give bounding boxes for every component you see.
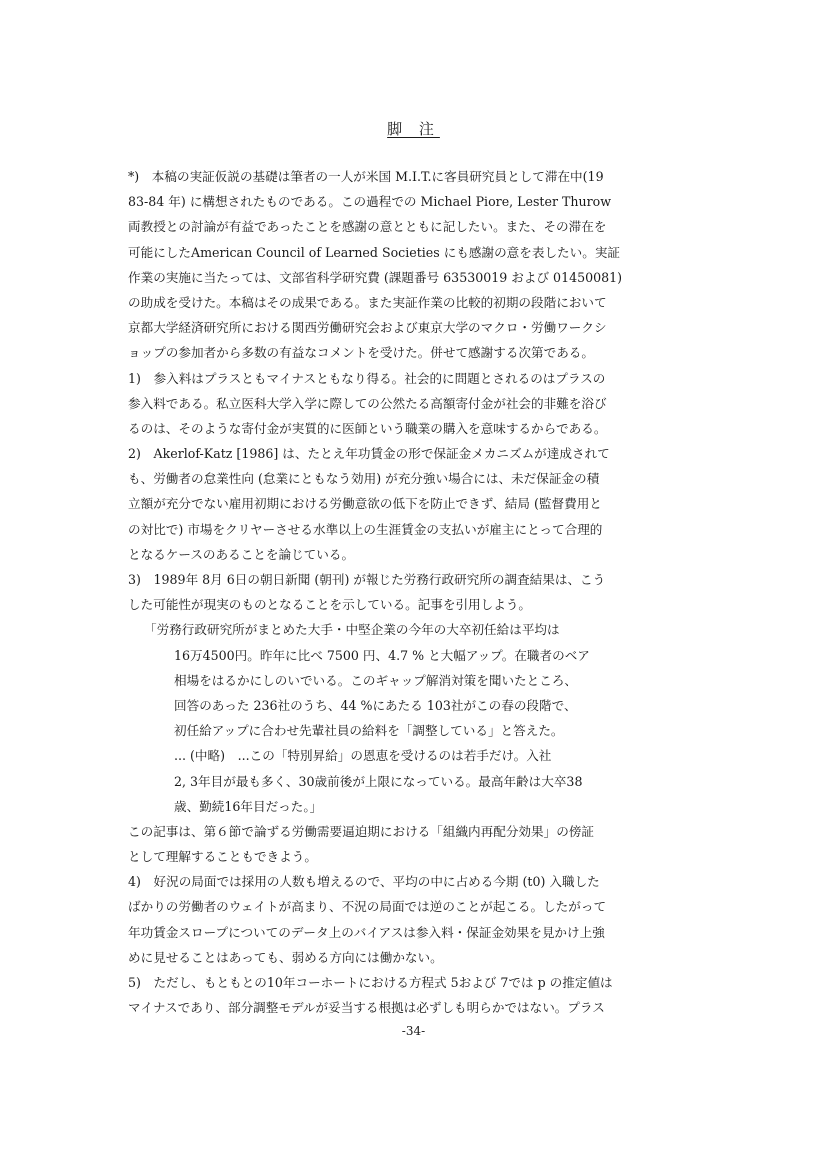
- text-line: るのは、そのような寄付金が実質的に医師という職業の購入を意味するからである。: [128, 420, 607, 436]
- text-line: 4) 好況の局面では採用の人数も増えるので、平均の中に占める今期 (t0) 入職した: [128, 874, 600, 890]
- footnote-1: [128, 366, 718, 442]
- text-line: 作業の実施に当たっては、文部省科学研究費 (課題番号 63530019 および 01450081): [128, 269, 623, 285]
- text-line: の対比で) 市場をクリヤーさせる水準以上の生涯賃金の支払いが雇主にとって合理的: [128, 521, 603, 537]
- footnote-3: [128, 567, 718, 869]
- text-line: 5) ただし、もともとの10年コーホートにおける方程式 5および 7では p の推定値は: [128, 975, 613, 990]
- quote-line: 回答のあった 236社のうち、44 %にあたる 103社がこの春の段階で、: [174, 697, 577, 713]
- text-line: 3) 1989年 8月 6日の朝日新聞 (朝刊) が報じた労務行政研究所の調査結果は、こう: [128, 572, 606, 587]
- text-line: マイナスであり、部分調整モデルが妥当する根拠は必ずしも明らかではない。プラス: [128, 1000, 605, 1016]
- quote-line: 相場をはるかにしのいでいる。このギャップ解消対策を聞いたところ、: [174, 672, 577, 688]
- text-line: *) 本稿の実証仮説の基礎は筆者の一人が米国 M.I.T.に客員研究員として滞在中(19: [128, 169, 604, 184]
- text-line: 両教授との討論が有益であったことを感謝の意とともに記したい。また、その滞在を: [128, 219, 607, 235]
- quote-line: 初任給アップに合わせ先輩社員の給料を「調整している」と答えた。: [174, 723, 564, 739]
- text-line: 京都大学経済研究所における関西労働研究会および東京大学のマクロ・労働ワークシ: [128, 320, 607, 336]
- page-number: -34-: [401, 1024, 426, 1038]
- footnote-4: [128, 869, 718, 970]
- quote-line: 歳、勤続16年目だった。」: [174, 798, 323, 814]
- text-line: 可能にしたAmerican Council of Learned Societies にも感謝の意を表したい。実証: [128, 244, 621, 260]
- newspaper-quote: [128, 617, 718, 819]
- text-line: 立額が充分でない雇用初期における労働意欲の低下を防止できず、結局 (監督費用と: [128, 496, 602, 512]
- footnote-5: [128, 970, 718, 1020]
- text-line: となるケースのあることを論じている。: [128, 546, 355, 562]
- page-title: 脚 注: [387, 120, 440, 138]
- text-line: 年功賃金スロープについてのデータ上のバイアスは参入料・保証金効果を見かけ上強: [128, 924, 605, 940]
- text-line: ョップの参加者から多数の有益なコメントを受けた。併せて感謝する次第である。: [128, 345, 594, 361]
- text-line: ばかりの労働者のウェイトが高まり、不況の局面では逆のことが起こる。したがって: [128, 899, 607, 915]
- quote-line: 2, 3年目が最も多く、30歳前後が上限になっている。最高年齢は大卒38: [174, 773, 583, 789]
- text-line: 83-84 年) に構想されたものである。この過程での Michael Piore, Lester Thurow: [128, 194, 611, 210]
- quote-line: 「労務行政研究所がまとめた大手・中堅企業の今年の大卒初任給は平均は: [144, 622, 560, 638]
- text-line: この記事は、第６節で論ずる労働需要逼迫期における「組織内再配分効果」の傍証: [128, 823, 594, 839]
- text-line: 参入料である。私立医科大学入学に際しての公然たる高額寄付金が社会的非難を浴び: [128, 395, 607, 411]
- text-line: として理解することもできよう。: [128, 849, 317, 865]
- text-line: めに見せることはあっても、弱める方向には働かない。: [128, 949, 443, 965]
- footnote-2: [128, 441, 718, 567]
- text-line: 2) Akerlof-Katz [1986] は、たとえ年功賃金の形で保証金メカニズムが達成されて: [128, 446, 610, 462]
- footnote-acknowledgement: [128, 164, 718, 366]
- quote-line: 16万4500円。昨年に比べ 7500 円、4.7 % と大幅アップ。在職者のベア: [174, 647, 590, 663]
- quote-line: ... (中略) ...この「特別昇給」の恩恵を受けるのは若手だけ。入社: [174, 748, 552, 764]
- text-line: も、労働者の怠業性向 (怠業にともなう効用) が充分強い場合には、未だ保証金の積: [128, 471, 600, 487]
- text-line: の助成を受けた。本稿はその成果である。また実証作業の比較的初期の段階において: [128, 294, 607, 310]
- text-line: 1) 参入料はプラスともマイナスともなり得る。社会的に問題とされるのはプラスの: [128, 370, 606, 386]
- footnotes-body: [128, 164, 718, 1020]
- text-line: した可能性が現実のものとなることを示している。記事を引用しよう。: [128, 597, 531, 613]
